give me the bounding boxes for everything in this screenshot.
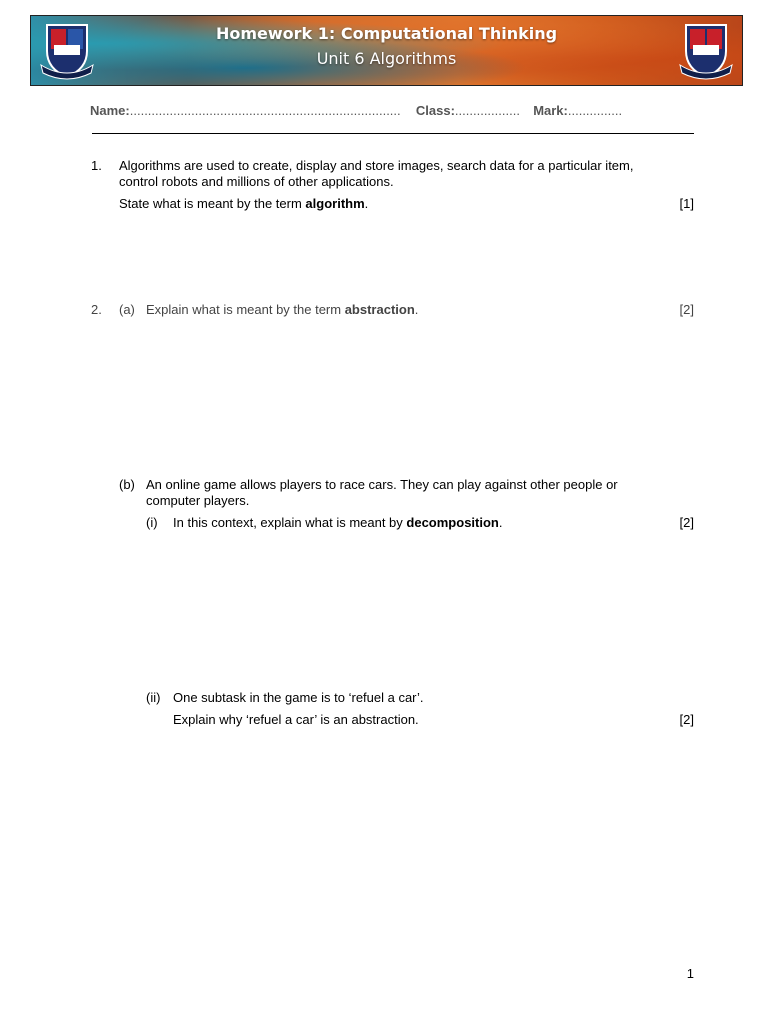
q2bi-prompt: In this context, explain what is meant by decomposition. [173,515,503,530]
q1-prompt: State what is meant by the term algorithm. [119,196,369,211]
q2a-marks: [2] [679,302,694,317]
q2b-intro-line1: An online game allows players to race cars. They can play against other people or [146,477,618,492]
school-crest-logo-right [678,21,734,81]
q2b-intro-line2: computer players. [146,493,250,508]
name-field[interactable]: ........................................................................... [129,103,401,118]
unit-subtitle: Unit 6 Algorithms [316,49,457,68]
student-details-fields [90,103,694,119]
q1-keyword: algorithm [305,196,365,211]
q1-intro-line2: control robots and millions of other applications. [119,174,394,189]
q2bii-marks: [2] [679,712,694,727]
mark-field[interactable]: ............... [567,103,623,118]
q2bi-marks: [2] [679,515,694,530]
q2bii-line1: One subtask in the game is to ‘refuel a car’. [173,690,424,705]
homework-title: Homework 1: Computational Thinking [215,24,558,43]
name-label: Name: [90,103,130,118]
q2bi-label: (i) [146,515,158,530]
q1-number: 1. [91,158,102,173]
header-banner [30,15,743,86]
mark-label: Mark: [533,103,568,118]
q2bii-line2: Explain why ‘refuel a car’ is an abstraction. [173,712,419,727]
q2-number: 2. [91,302,102,317]
q1-marks: [1] [679,196,694,211]
class-field[interactable]: .................. [454,103,520,118]
q2bii-label: (ii) [146,690,161,705]
q2bi-keyword: decomposition [406,515,499,530]
page-number: 1 [686,966,694,981]
q2a-prompt: Explain what is meant by the term abstraction. [146,302,419,317]
q2a-keyword: abstraction [344,302,415,317]
q2b-label: (b) [119,477,135,492]
q2a-label: (a) [119,302,135,317]
q1-intro-line1: Algorithms are used to create, display and store images, search data for a particular item, [119,158,634,173]
header-divider [92,133,694,134]
class-label: Class: [415,103,455,118]
